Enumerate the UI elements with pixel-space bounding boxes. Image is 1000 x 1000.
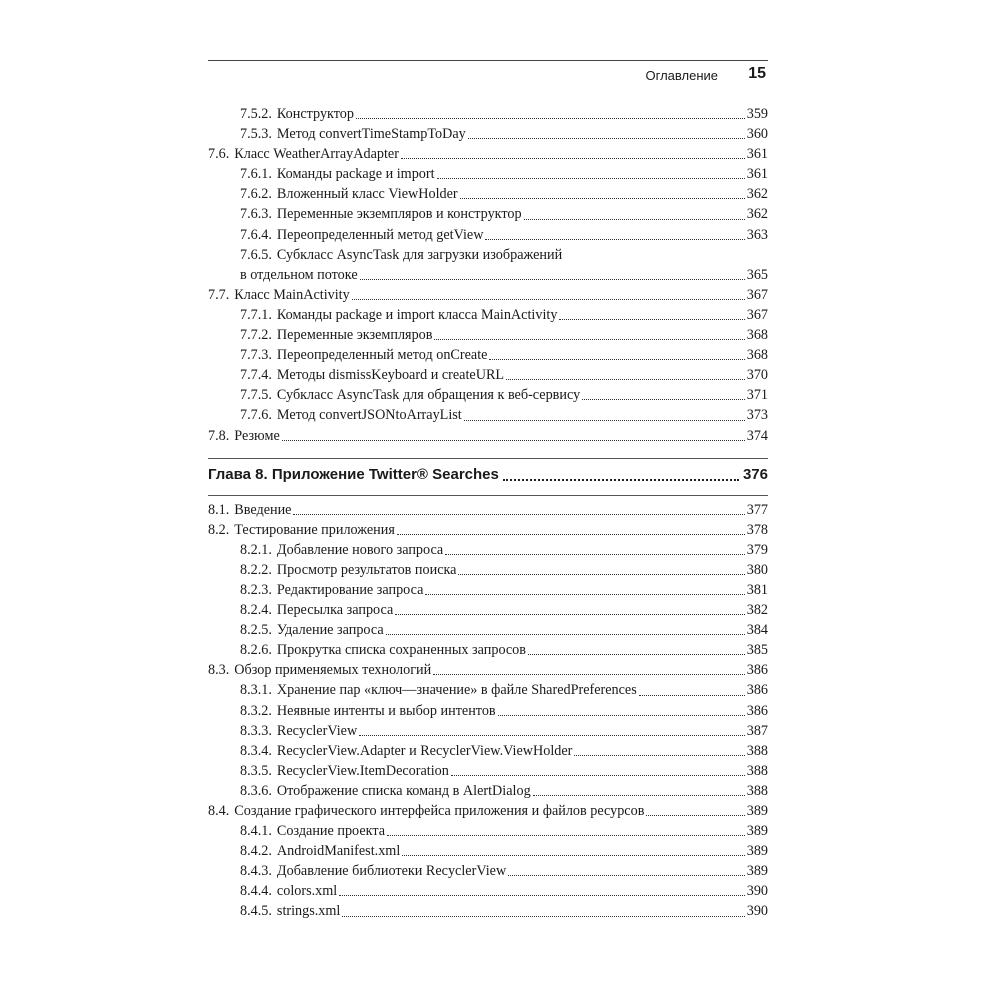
toc-entry-page: 373 [746,407,768,424]
toc-entry-page: 388 [746,742,768,759]
toc-entry[interactable] [208,225,768,245]
toc-entry[interactable] [208,701,768,721]
toc-entry-title-line1: Субкласс AsyncTask для загрузки изображений [276,246,563,263]
toc-entry-page: 359 [746,106,768,122]
toc-entry[interactable] [208,801,768,821]
toc-entry-title-line2: в отдельном потоке [240,266,358,283]
toc-entry-title: Отображение списка команд в AlertDialog [276,782,531,799]
toc-entry[interactable] [208,540,768,560]
toc-entry-title: colors.xml [276,883,338,900]
toc-entry-number: 7.7.2. [240,327,272,344]
toc-entry-number: 8.4.5. [240,903,272,920]
toc-entry-number: 7.6.5. [240,246,272,263]
toc-entry-page: 389 [746,863,768,880]
toc-entry[interactable] [208,245,768,285]
toc-entry[interactable] [208,325,768,345]
dot-leader [533,795,745,796]
toc-entry-number: 7.7.3. [240,347,272,364]
toc-entry-title: Класс WeatherArrayAdapter [234,146,399,163]
toc-entry[interactable] [208,365,768,385]
toc-entry-page: 365 [746,266,768,283]
toc-entry[interactable] [208,721,768,741]
toc-entry-title: Удаление запроса [276,622,384,639]
dot-leader [437,178,745,179]
toc-entry-number: 7.6.4. [240,226,272,243]
toc-entry-page: 382 [746,602,768,619]
toc-entry[interactable] [208,660,768,680]
toc-entry-page: 388 [746,782,768,799]
dot-leader [460,198,745,199]
toc-entry[interactable] [208,640,768,660]
dot-leader [293,514,744,515]
toc-entry-page: 362 [746,206,768,223]
dot-leader [359,735,745,736]
toc-entry-number: 7.7.5. [240,387,272,404]
dot-leader [485,239,744,240]
toc-section-ch7-part2 [208,285,768,446]
toc-entry-page: 377 [746,501,768,518]
chapter-heading[interactable] [208,463,768,487]
toc-entry-number: 8.4.3. [240,863,272,880]
toc-entry-title: Команды package и import класса MainActivity [276,306,558,323]
toc-entry-page: 380 [746,561,768,578]
toc-entry-title: Хранение пар «ключ—значение» в файле SharedPreferences [276,682,637,699]
divider [208,446,768,459]
toc-entry-number: 8.1. [208,501,230,518]
toc-entry-page: 368 [746,347,768,364]
toc-entry-title: Введение [234,501,292,518]
toc-entry[interactable] [208,520,768,540]
toc-entry[interactable] [208,500,768,520]
toc-entry-page: 389 [746,823,768,840]
dot-leader [528,654,745,655]
toc-entry-number: 7.5.2. [240,106,272,122]
toc-entry[interactable] [208,580,768,600]
chapter-page: 376 [742,465,768,483]
toc-entry-page: 388 [746,762,768,779]
toc-entry-number: 7.6.3. [240,206,272,223]
dot-leader [508,875,745,876]
toc-entry[interactable] [208,881,768,901]
dot-leader [574,755,744,756]
toc-entry-number: 7.8. [208,427,230,444]
dot-leader [387,835,745,836]
toc-entry-title: Переменные экземпляров [276,327,433,344]
toc-entry-number: 7.6. [208,146,230,163]
toc-entry-number: 8.4.1. [240,823,272,840]
toc-entry-page: 367 [746,306,768,323]
table-of-contents [208,104,768,922]
toc-entry-title: Метод convertJSONtoArrayList [276,407,462,424]
toc-entry[interactable] [208,560,768,580]
dot-leader [503,479,739,481]
toc-entry-number: 8.4. [208,803,230,819]
dot-leader [339,895,745,896]
dot-leader [524,219,745,220]
toc-entry-title: Субкласс AsyncTask для обращения к веб-сервису [276,387,581,404]
toc-entry-number: 7.7.1. [240,306,272,323]
toc-entry-title: Класс MainActivity [234,286,350,303]
toc-entry[interactable] [208,204,768,224]
toc-entry-number: 8.3.1. [240,682,272,699]
page-number: 15 [748,65,766,82]
toc-entry-number: 7.7.4. [240,367,272,384]
toc-entry[interactable] [208,164,768,184]
toc-entry-title: Метод convertTimeStampToDay [276,126,466,143]
dot-leader [356,118,745,119]
dot-leader [646,815,744,816]
toc-entry[interactable] [208,600,768,620]
toc-entry-number: 7.5.3. [240,126,272,143]
toc-entry-page: 381 [746,581,768,598]
toc-entry-title: strings.xml [276,903,341,920]
toc-entry-number: 7.6.2. [240,186,272,203]
dot-leader [401,158,745,159]
dot-leader [395,614,744,615]
dot-leader [282,440,745,441]
toc-entry-number: 8.3.4. [240,742,272,759]
toc-entry-title: Неявные интенты и выбор интентов [276,702,496,719]
toc-entry-page: 386 [746,702,768,719]
dot-leader [468,138,745,139]
dot-leader [464,420,745,421]
toc-entry-title: RecyclerView.Adapter и RecyclerView.ViewHolder [276,742,573,759]
toc-entry-title: Переопределенный метод onCreate [276,347,488,364]
toc-entry-page: 360 [746,126,768,143]
toc-entry-page: 374 [746,427,768,444]
toc-entry-number: 8.3.3. [240,722,272,739]
toc-entry-page: 361 [746,166,768,183]
toc-entry[interactable] [208,680,768,700]
toc-entry-number: 8.4.4. [240,883,272,900]
toc-entry-number: 8.2. [208,521,230,538]
toc-entry-title: Методы dismissKeyboard и createURL [276,367,505,384]
dot-leader [425,594,744,595]
toc-entry-number: 8.3.6. [240,782,272,799]
toc-entry-title: Прокрутка списка сохраненных запросов [276,642,526,659]
toc-entry-title: AndroidManifest.xml [276,843,401,860]
toc-entry-page: 386 [746,662,768,679]
dot-leader [434,339,744,340]
toc-entry-title: Тестирование приложения [234,521,395,538]
toc-entry-title: Создание проекта [276,823,385,840]
toc-entry[interactable] [208,821,768,841]
toc-entry-page: 386 [746,682,768,699]
dot-leader [397,534,745,535]
toc-entry-title: Конструктор [276,106,354,122]
toc-entry-number: 8.2.1. [240,541,272,558]
page-header [208,60,768,89]
toc-section-ch7-part1 [208,104,768,245]
dot-leader [458,574,744,575]
running-head-title: Оглавление [645,68,718,83]
toc-entry[interactable] [208,144,768,164]
toc-entry-title: Редактирование запроса [276,581,424,598]
toc-entry[interactable] [208,761,768,781]
toc-entry-number: 8.2.4. [240,602,272,619]
toc-entry-page: 362 [746,186,768,203]
toc-entry-page: 389 [746,843,768,860]
toc-entry-number: 8.3. [208,662,230,679]
toc-section-ch8 [208,500,768,922]
dot-leader [498,715,745,716]
toc-entry[interactable] [208,620,768,640]
toc-entry-page: 371 [746,387,768,404]
toc-entry-page: 384 [746,622,768,639]
toc-entry[interactable] [208,841,768,861]
toc-entry-page: 367 [746,286,768,303]
dot-leader [639,695,745,696]
toc-entry[interactable] [208,184,768,204]
toc-entry-title: Команды package и import [276,166,435,183]
toc-entry-page: 368 [746,327,768,344]
divider [208,487,768,496]
toc-entry-title: Добавление библиотеки RecyclerView [276,863,507,880]
toc-entry[interactable] [208,426,768,446]
toc-entry-page: 385 [746,642,768,659]
toc-entry-page: 389 [746,803,768,819]
toc-entry-page: 378 [746,521,768,538]
toc-entry[interactable] [208,861,768,881]
dot-leader [451,775,745,776]
dot-leader [506,379,745,380]
toc-entry-title: Переопределенный метод getView [276,226,484,243]
toc-entry-page: 361 [746,146,768,163]
toc-entry-title: Обзор применяемых технологий [234,662,432,679]
toc-entry-page: 387 [746,722,768,739]
toc-entry[interactable] [208,385,768,405]
toc-entry-number: 8.2.3. [240,581,272,598]
toc-entry-page: 390 [746,903,768,920]
toc-entry[interactable] [208,345,768,365]
toc-entry[interactable] [208,285,768,305]
toc-entry-number: 8.2.6. [240,642,272,659]
toc-entry-title: Пересылка запроса [276,602,394,619]
toc-entry-number: 8.3.5. [240,762,272,779]
toc-entry-number: 7.7. [208,286,230,303]
toc-entry[interactable] [208,741,768,761]
toc-entry[interactable] [208,124,768,144]
toc-entry-title: Переменные экземпляров и конструктор [276,206,522,223]
dot-leader [342,916,744,917]
dot-leader [386,634,745,635]
toc-entry-number: 7.7.6. [240,407,272,424]
toc-entry-number: 8.2.2. [240,561,272,578]
toc-entry-page: 370 [746,367,768,384]
toc-entry-page: 363 [746,226,768,243]
toc-entry-number: 8.4.2. [240,843,272,860]
dot-leader [402,855,744,856]
dot-leader [559,319,744,320]
toc-entry-title: Вложенный класс ViewHolder [276,186,458,203]
dot-leader [360,279,745,280]
toc-entry-title: Резюме [234,427,280,444]
toc-entry-title: Добавление нового запроса [276,541,444,558]
dot-leader [489,359,744,360]
toc-entry-page: 390 [746,883,768,900]
toc-entry-title: RecyclerView [276,722,358,739]
chapter-title: Глава 8. Приложение Twitter® Searches [208,465,499,483]
toc-entry-title: RecyclerView.ItemDecoration [276,762,449,779]
toc-entry[interactable] [208,901,768,921]
toc-entry[interactable] [208,305,768,325]
dot-leader [445,554,744,555]
toc-entry[interactable] [208,405,768,425]
toc-entry[interactable] [208,104,768,124]
dot-leader [582,399,745,400]
dot-leader [352,299,745,300]
toc-entry-number: 7.6.1. [240,166,272,183]
toc-entry-number: 8.2.5. [240,622,272,639]
toc-entry[interactable] [208,781,768,801]
toc-entry-title: Создание графического интерфейса приложения и файлов ресурсов [234,803,645,819]
toc-entry-number: 8.3.2. [240,702,272,719]
toc-entry-title: Просмотр результатов поиска [276,561,457,578]
dot-leader [433,674,745,675]
toc-entry-page: 379 [746,541,768,558]
